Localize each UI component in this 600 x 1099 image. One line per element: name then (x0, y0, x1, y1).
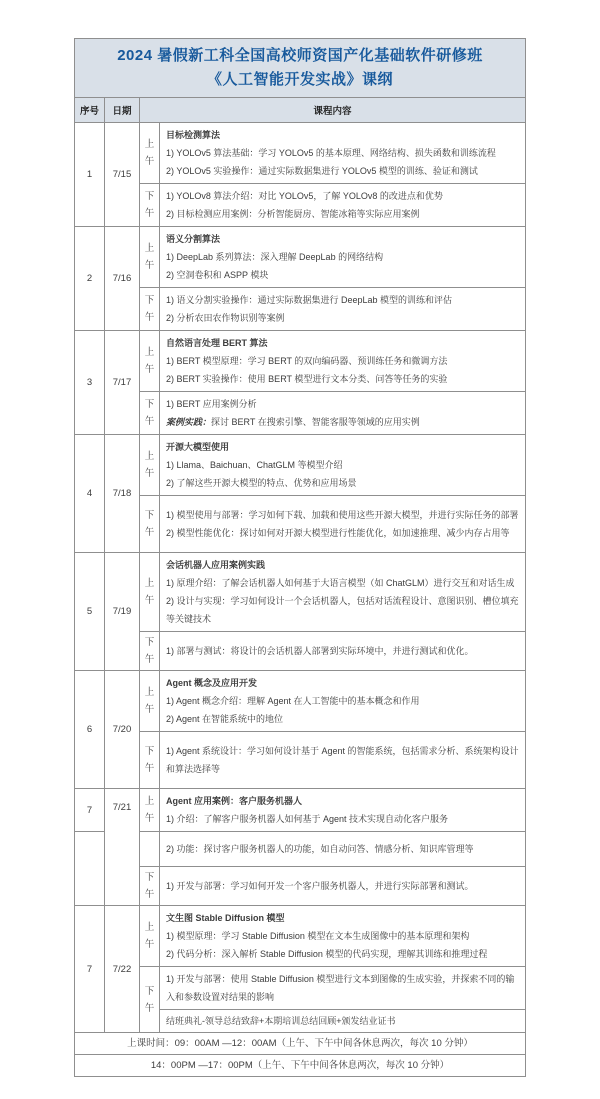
header-col-num: 序号 (75, 98, 105, 123)
block-number: 7 (75, 789, 105, 832)
period-label-pm: 下午 (140, 732, 160, 789)
course-item: 2) 代码分析：深入解析 Stable Diffusion 模型的代码实现，理解其训练和推理过程 (166, 949, 488, 959)
case-practice-text: 探讨 BERT 在搜索引擎、智能客服等领域的应用实例 (211, 417, 420, 427)
block-number: 7 (75, 906, 105, 1033)
pm-content-cell (160, 288, 526, 331)
block-number: 4 (75, 435, 105, 553)
table-row (75, 123, 526, 184)
block-date: 7/20 (105, 671, 140, 789)
course-item: 1) Agent 系统设计：学习如何设计基于 Agent 的智能系统，包括需求分析、系统架构设计和算法选择等 (166, 746, 519, 774)
block-number: 1 (75, 123, 105, 227)
block-number: 6 (75, 671, 105, 789)
course-topic-title: Agent 概念及应用开发 (166, 678, 257, 688)
period-label-am: 上午 (140, 123, 160, 184)
block-date: 7/18 (105, 435, 140, 553)
table-row (75, 632, 526, 671)
period-label-am: 上午 (140, 671, 160, 732)
table-row (75, 732, 526, 789)
course-item: 2) 空洞卷积和 ASPP 模块 (166, 270, 269, 280)
course-item: 1) YOLOv5 算法基础：学习 YOLOv5 的基本原理、网络结构、损失函数和训练流程 (166, 148, 496, 158)
period-label-empty (140, 832, 160, 867)
course-title-line2: 《人工智能开发实战》课纲 (206, 71, 393, 88)
pm-content-cell (160, 732, 526, 789)
title-cell (75, 39, 526, 98)
course-item: 1) Agent 概念介绍：理解 Agent 在人工智能中的基本概念和作用 (166, 696, 420, 706)
course-item: 1) DeepLab 系列算法：深入理解 DeepLab 的网络结构 (166, 252, 384, 262)
course-item: 1) 语义分割实验操作：通过实际数据集进行 DeepLab 模型的训练和评估 (166, 295, 453, 305)
pm-content-cell (160, 392, 526, 435)
period-label-pm: 下午 (140, 632, 160, 671)
am-content-cell (160, 553, 526, 632)
course-item: 2) Agent 在智能系统中的地位 (166, 714, 284, 724)
pm-content-cell (160, 632, 526, 671)
block-number: 5 (75, 553, 105, 671)
table-row (75, 967, 526, 1010)
table-row (75, 789, 526, 832)
title-row (75, 39, 526, 98)
table-row (75, 227, 526, 288)
table-row (75, 1055, 526, 1077)
am-content-cell (160, 123, 526, 184)
course-item: 1) 原理介绍：了解会话机器人如何基于大语言模型（如 ChatGLM）进行交互和对话生成 (166, 578, 515, 588)
pm-content-cell (160, 867, 526, 906)
block-date: 7/15 (105, 123, 140, 227)
course-item: 2) 设计与实现：学习如何设计一个会话机器人，包括对话流程设计、意图识别、槽位填充等关键技术 (166, 596, 519, 624)
course-item: 1) 介绍：了解客户服务机器人如何基于 Agent 技术实现自动化客户服务 (166, 814, 449, 824)
period-label-am: 上午 (140, 435, 160, 496)
pm-content-cell (160, 184, 526, 227)
table-row (75, 906, 526, 967)
am-content-cell (160, 906, 526, 967)
block-number: 2 (75, 227, 105, 331)
period-label-am: 上午 (140, 906, 160, 967)
table-row (75, 184, 526, 227)
period-label-pm: 下午 (140, 496, 160, 553)
course-item: 1) Llama、Baichuan、ChatGLM 等模型介绍 (166, 460, 343, 470)
course-item: 1) BERT 应用案例分析 (166, 399, 257, 409)
block-date: 7/21 (105, 789, 140, 906)
period-label-pm: 下午 (140, 288, 160, 331)
table-row (75, 867, 526, 906)
am-content-cell (160, 227, 526, 288)
schedule-note-morning: 上课时间：09：00AM —12：00AM（上午、下午中间各休息两次，每次 10 分钟） (75, 1033, 526, 1055)
column-header-row (75, 98, 526, 123)
am-content-cell (160, 671, 526, 732)
am-content-cell (160, 331, 526, 392)
course-topic-title: Agent 应用案例：客户服务机器人 (166, 796, 302, 806)
period-label-pm: 下午 (140, 392, 160, 435)
case-practice-label: 案例实践： (166, 417, 212, 427)
pm-content-cell (160, 496, 526, 553)
table-row (75, 1033, 526, 1055)
table-row (75, 392, 526, 435)
course-item: 1) 开发与部署：学习如何开发一个客户服务机器人，并进行实际部署和测试。 (166, 881, 474, 891)
course-item: 2) 功能：探讨客户服务机器人的功能，如自动问答、情感分析、知识库管理等 (166, 844, 474, 854)
course-item: 1) 模型原理：学习 Stable Diffusion 模型在文本生成图像中的基本原理和架构 (166, 931, 470, 941)
period-label-am: 上午 (140, 227, 160, 288)
table-row (75, 671, 526, 732)
course-topic-title: 会话机器人应用案例实践 (166, 560, 266, 570)
am-content-cell (160, 435, 526, 496)
syllabus-table (74, 38, 526, 1077)
block-date: 7/16 (105, 227, 140, 331)
course-topic-title: 自然语言处理 BERT 算法 (166, 338, 268, 348)
table-row (75, 435, 526, 496)
course-topic-title: 目标检测算法 (166, 130, 221, 140)
block-number-empty (75, 832, 105, 906)
course-item: 2) YOLOv5 实验操作：通过实际数据集进行 YOLOv5 模型的训练、验证和测试 (166, 166, 478, 176)
period-label-pm: 下午 (140, 867, 160, 906)
closing-ceremony-cell (160, 1010, 526, 1033)
header-col-content: 课程内容 (140, 98, 526, 123)
block-number: 3 (75, 331, 105, 435)
table-row (75, 331, 526, 392)
block-date: 7/17 (105, 331, 140, 435)
am-content-cell (160, 789, 526, 832)
table-row (75, 553, 526, 632)
header-col-date: 日期 (105, 98, 140, 123)
course-item: 2) 了解这些开源大模型的特点、优势和应用场景 (166, 478, 357, 488)
course-item: 1) 开发与部署：使用 Stable Diffusion 模型进行文本到图像的生成实验，并探索不同的输入和参数设置对结果的影响 (166, 974, 515, 1002)
table-row (75, 288, 526, 331)
pm-content-cell (160, 967, 526, 1010)
block-date: 7/19 (105, 553, 140, 671)
course-topic-title: 开源大模型使用 (166, 442, 230, 452)
mid-content-cell (160, 832, 526, 867)
course-item: 1) 部署与测试：将设计的会话机器人部署到实际环境中，并进行测试和优化。 (166, 646, 474, 656)
period-label-am: 上午 (140, 553, 160, 632)
course-item (166, 413, 523, 431)
period-label-pm: 下午 (140, 184, 160, 227)
course-item: 2) BERT 实验操作：使用 BERT 模型进行文本分类、问答等任务的实验 (166, 374, 448, 384)
course-item: 2) 目标检测应用案例：分析智能厨房、智能冰箱等实际应用案例 (166, 209, 420, 219)
period-label-am: 上午 (140, 331, 160, 392)
block-date: 7/22 (105, 906, 140, 1033)
period-label-pm: 下午 (140, 967, 160, 1033)
course-item: 2) 模型性能优化：探讨如何对开源大模型进行性能优化，如加速推理、减少内存占用等 (166, 528, 510, 538)
course-item: 2) 分析农田农作物识别等案例 (166, 313, 285, 323)
table-row (75, 832, 526, 867)
course-topic-title: 文生图 Stable Diffusion 模型 (166, 913, 285, 923)
course-title-line1: 2024 暑假新工科全国高校师资国产化基础软件研修班 (117, 47, 483, 64)
course-item: 1) BERT 模型原理：学习 BERT 的双向编码器、预训练任务和微调方法 (166, 356, 448, 366)
period-label-am: 上午 (140, 789, 160, 832)
course-topic-title: 语义分割算法 (166, 234, 221, 244)
closing-ceremony-text: 结班典礼-领导总结致辞+本期培训总结回顾+颁发结业证书 (166, 1016, 396, 1026)
course-item: 1) YOLOv8 算法介绍：对比 YOLOv5，了解 YOLOv8 的改进点和优势 (166, 191, 443, 201)
course-item: 1) 模型使用与部署：学习如何下载、加载和使用这些开源大模型，并进行实际任务的部署 (166, 510, 519, 520)
schedule-note-afternoon: 14：00PM —17：00PM（上午、下午中间各休息两次，每次 10 分钟） (75, 1055, 526, 1077)
table-row (75, 496, 526, 553)
